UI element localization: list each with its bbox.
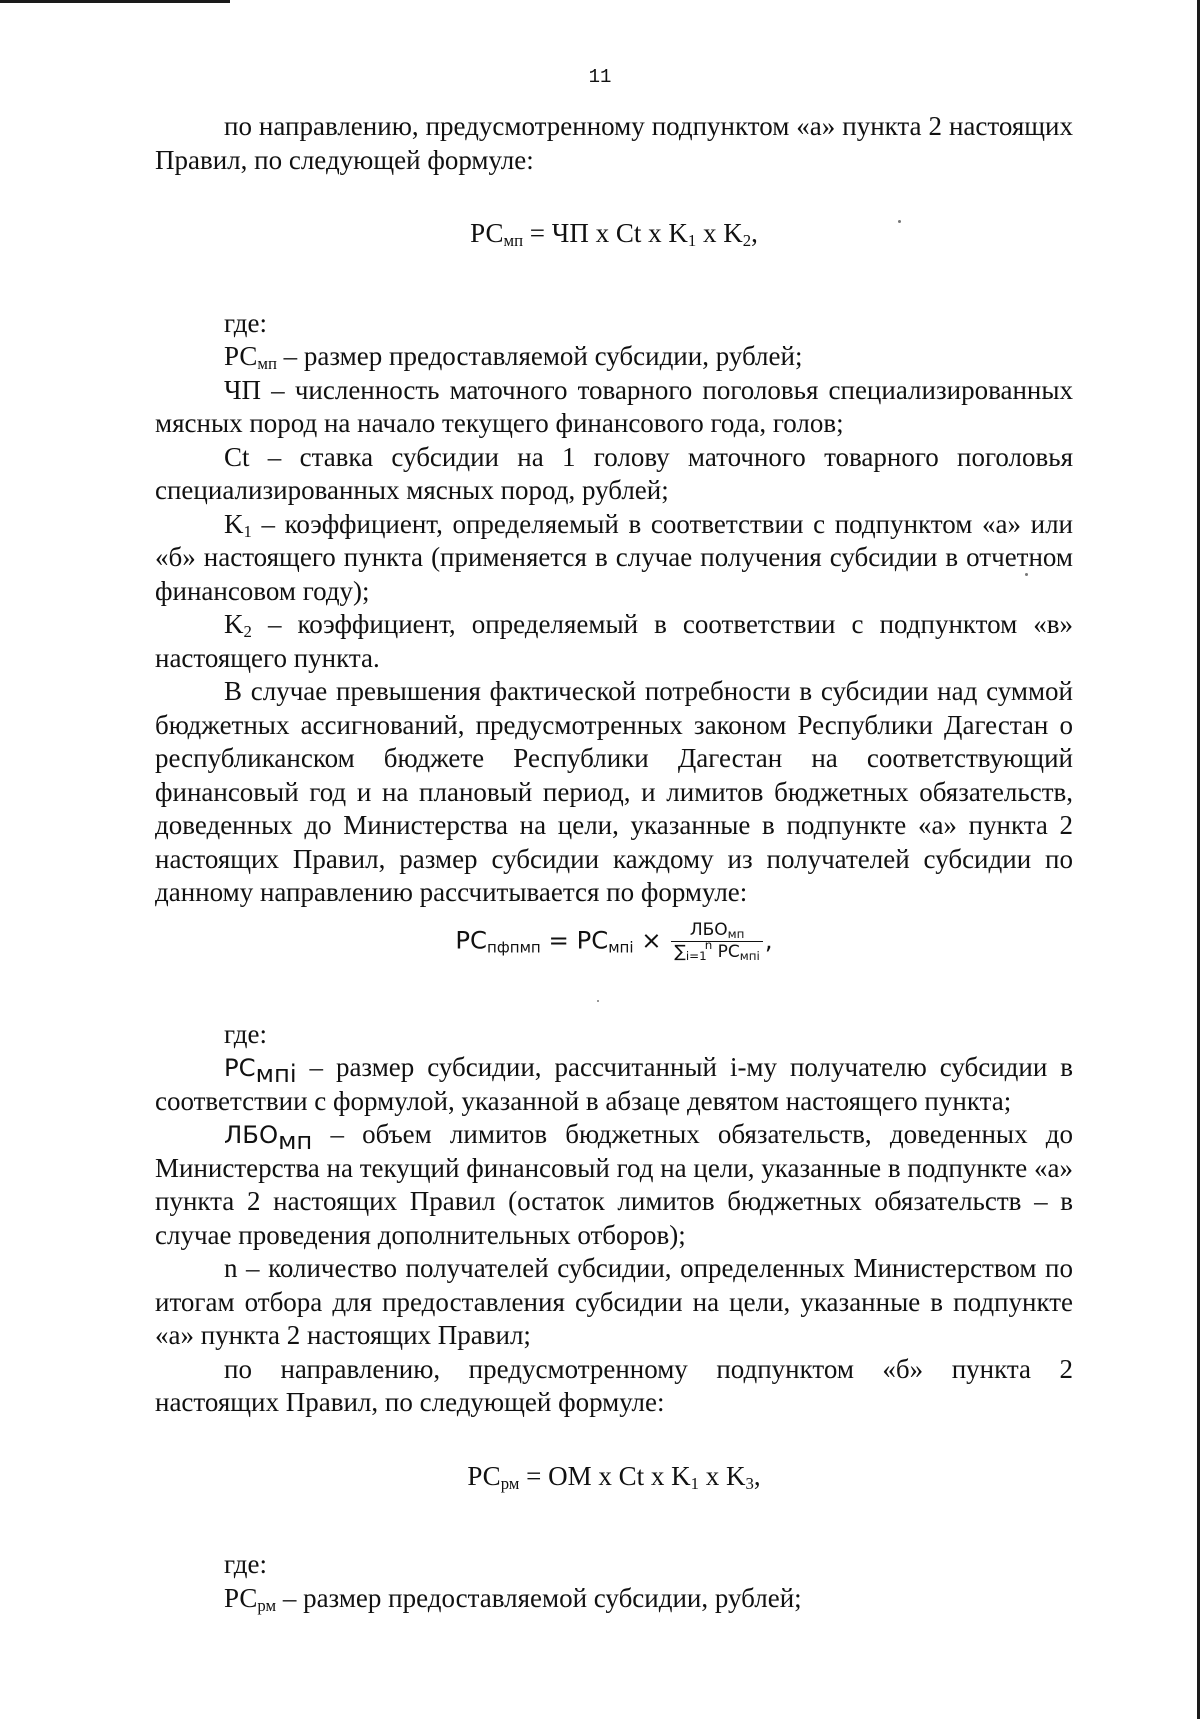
definition-k2: $K_2$ – коэффициент, определяемый в соответствии с подпунктом «в» настоящего пункта. [155, 609, 1073, 673]
where-label: где: [224, 1549, 267, 1579]
paragraph-excess-demand: В случае превышения фактической потребности в субсидии над суммой бюджетных ассигнований, предусмотренных законом Республики Дагестан о республиканском бюджете Республики Дагестан на соответствующий финансовый год и на плановый период, и лимитов бюджетных обязательств, доведенных до Министерства на цели, указанные в подпункте «а» пункта 2 настоящих Правил, размер субсидии каждому из получателей субсидии по данному направлению рассчитывается по формуле: [155, 676, 1073, 907]
formula-rs-rm: $РС_{рм}$ = ОМ x Ct x $K_1$ x $K_3$, [467, 1460, 761, 1493]
where-label: где: [224, 307, 267, 338]
document-body [155, 110, 1073, 1615]
fraction-denominator: $\sum_{i=1}^n$ $РС_{мпi}$ [674, 938, 760, 963]
definition-chp: ЧП – численность маточного товарного поголовья специализированных мясных пород на начало текущего финансового года, голов; [155, 374, 1073, 438]
definition-n: n – количество получателей субсидии, определенных Министерством по итогам отбора для предоставления субсидии на цели, указанные в подпункте «а» пункта 2 настоящих Правил; [155, 1253, 1073, 1350]
formula-rs-pfpmp: $РС_{пфпмп} = РС_{мпi}$ × $\frac{ЛБО_{мп}}{\sum_{i=1}^n РС_{мпi}}$ , [455, 919, 773, 963]
paragraph-direction-b: по направлению, предусмотренному подпунктом «б» пункта 2 настоящих Правил, по следующей формуле: [155, 1353, 1073, 1417]
scan-edge-top [0, 0, 230, 3]
fraction [671, 920, 762, 963]
fraction-numerator: $ЛБО_{мп}$ [671, 920, 762, 942]
where-label: где: [224, 1018, 267, 1049]
definition-rs-mp: $РС_{мп}$ – размер предоставляемой субсидии, рублей; [224, 341, 803, 374]
paragraph-direction-a: по направлению, предусмотренному подпунктом «а» пункта 2 настоящих Правил, по следующей формуле: [155, 111, 1073, 175]
definition-lbo-mp: $ЛБО_{мп}$ – объем лимитов бюджетных обязательств, доведенных до Министерства на текущий финансовый год на цели, указанные в подпункте «а» пункта 2 настоящих Правил (остаток лимитов бюджетных обязательств – в случае проведения дополнительных отборов); [155, 1119, 1073, 1250]
formula-rs-mp: $РС_{мп}$ = ЧП x Ct x $K_1$ x $K_2$, [470, 218, 758, 251]
definition-rs-mpi: $РС_{мпi}$ – размер субсидии, рассчитанный i-му получателю субсидии в соответствии с формулой, указанной в абзаце девятом настоящего пункта; [155, 1052, 1073, 1116]
page-number: 11 [588, 66, 612, 88]
definition-ct: Ct – ставка субсидии на 1 голову маточного товарного поголовья специализированных мясных пород, рублей; [155, 441, 1073, 505]
definition-k1: $K_1$ – коэффициент, определяемый в соответствии с подпунктом «а» или «б» настоящего пункта (применяется в случае получения субсидии в отчетном финансовом году); [155, 508, 1073, 606]
definition-rs-rm: $РС_{рм}$ – размер предоставляемой субсидии, рублей; [224, 1582, 802, 1615]
